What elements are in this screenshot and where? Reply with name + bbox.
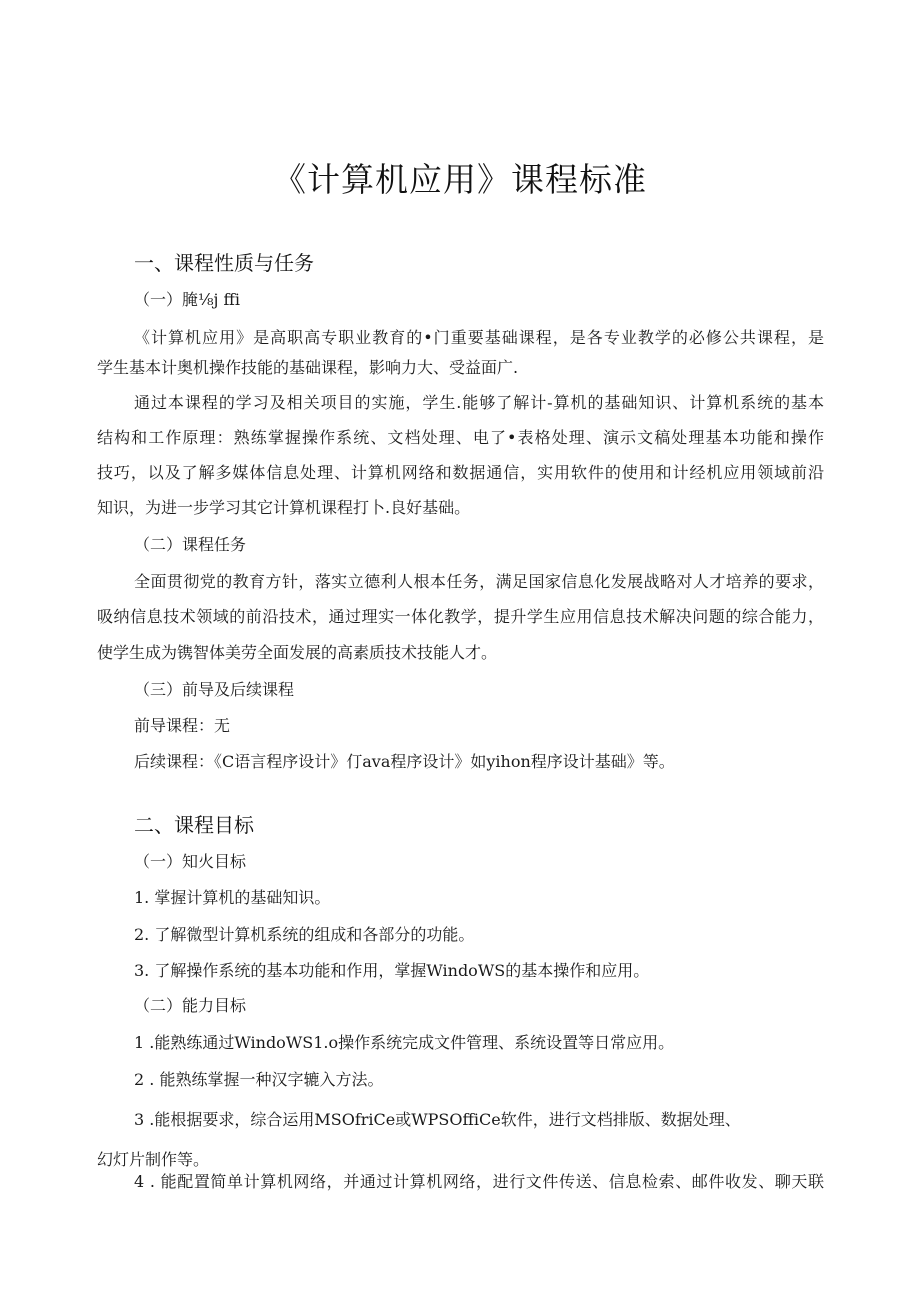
- section-2-sub-2: （二）能力目标: [134, 996, 247, 1015]
- paragraph-line: 使学生成为镌智体美劳全面发展的高素质技术技能人才。: [97, 643, 498, 662]
- section-1-sub-1: （一）腌⅛j ffi: [134, 290, 241, 309]
- section-1-heading: 一、课程性质与任务: [134, 251, 314, 275]
- prerequisite-courses: 前导课程：无: [134, 716, 231, 735]
- paragraph-line: 吸纳信息技术领域的前沿技术，通过理实一体化教学，提升学生应用信息技术解决问题的综合能力，: [97, 607, 824, 626]
- ability-goal-item: 4 . 能配置简单计算机网络，并通过计算机网络，进行文件传送、信息检索、邮件收发、聊天联: [134, 1172, 824, 1191]
- follow-up-courses: 后续课程：《C语言程序设计》仃ava程序设计》如yihon程序设计基础》等。: [134, 752, 675, 771]
- knowledge-goal-item: 3. 了解操作系统的基本功能和作用，掌握WindoWS的基本操作和应用。: [134, 961, 650, 980]
- ability-goal-item: 1 .能熟练通过WindoWS1.o操作系统完成文件管理、系统设置等日常应用。: [134, 1033, 675, 1052]
- paragraph-line: 学生基本计奥机操作技能的基础课程，影响力大、受益面广.: [97, 358, 519, 377]
- ability-goal-item: 3 .能根据要求，综合运用MSOfriCe或WPSOffiCe软件，进行文档排版、数据处理、: [134, 1110, 741, 1129]
- paragraph-line: 《计算机应用》是高职高专职业教育的•门重要基础课程，是各专业教学的必修公共课程，是: [134, 328, 824, 347]
- section-1-sub-3: （三）前导及后续课程: [134, 680, 295, 699]
- ability-goal-item: 2 . 能熟练掌握一种汉字辘入方法。: [134, 1070, 384, 1089]
- section-2-sub-1: （一）知火目标: [134, 852, 247, 871]
- knowledge-goal-item: 1. 掌握计算机的基础知识。: [134, 888, 331, 907]
- paragraph-line: 通过本课程的学习及相关项目的实施，学生.能够了解计-算机的基础知识、计算机系统的基本: [134, 393, 824, 412]
- section-2-heading: 二、课程目标: [134, 813, 254, 837]
- paragraph-line: 全面贯彻党的教育方针，落实立德利人根本任务，满足国家信息化发展战略对人才培养的要求，: [134, 572, 824, 591]
- knowledge-goal-item: 2. 了解微型计算机系统的组成和各部分的功能。: [134, 925, 475, 944]
- section-1-sub-2: （二）课程任务: [134, 535, 247, 554]
- paragraph-line: 知识，为进一步学习其它计算机课程打卜.良好基础。: [97, 498, 471, 517]
- paragraph-line: 技巧，以及了解多媒体信息处理、计算机网络和数据通信，实用软件的使用和计经机应用领域前沿: [97, 463, 824, 482]
- paragraph-line: 结构和工作原理：熟练掌握操作系统、文档处理、电了•表格处理、演示文稿处理基本功能和操作: [97, 428, 824, 447]
- document-title: 《计算机应用》课程标准: [273, 160, 647, 199]
- ability-goal-item-continued: 幻灯片制作等。: [97, 1150, 210, 1169]
